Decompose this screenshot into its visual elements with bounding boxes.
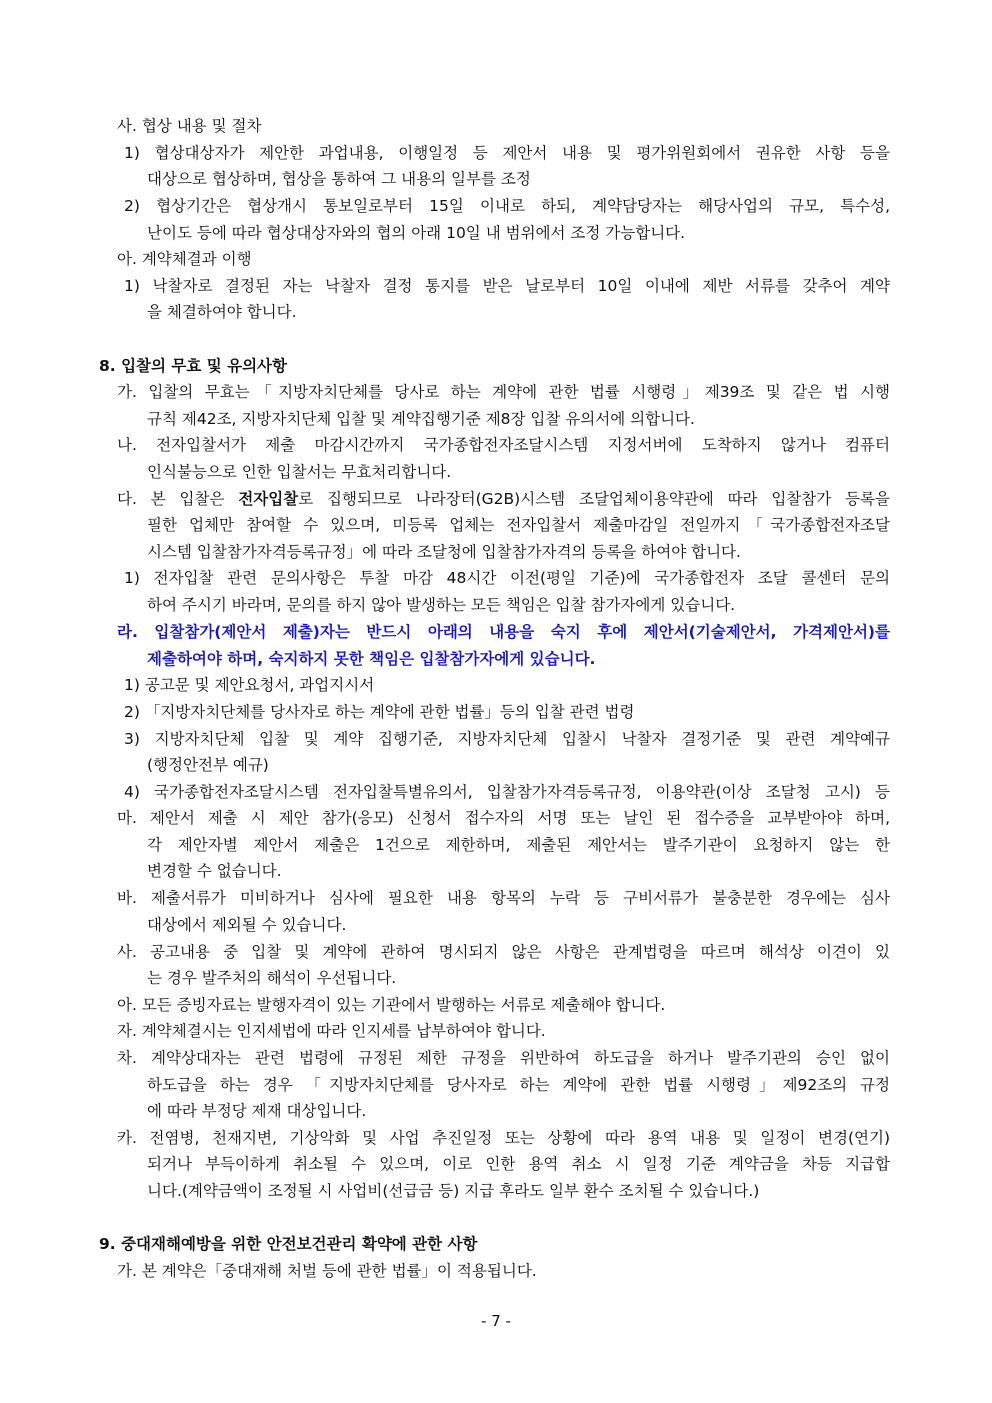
item-da-line1-bold: 전자입찰 xyxy=(238,490,299,508)
item-cha-line1: 차. 계약상대자는 관련 법령에 규정된 제한 규정을 위반하여 하도급을 하거나 발주기관의 승인 없이 xyxy=(117,1049,890,1067)
item-sa8-line2: 는 경우 발주처의 해석이 우선됩니다. xyxy=(147,969,397,987)
item-ka-line2: 되거나 부득이하게 취소될 수 있으며, 이로 인한 용역 취소 시 일정 기준 계약금을 차등 지급합 xyxy=(147,1155,890,1173)
item-sa-title: 사. 협상 내용 및 절차 xyxy=(117,117,262,135)
item-ka-line3: 니다.(계약금액이 조정될 시 사업비(선급금 등) 지급 후라도 일부 환수 조치될 수 있습니다.) xyxy=(147,1182,760,1200)
item-ga-line1: 가. 입찰의 무효는「지방자치단체를 당사로 하는 계약에 관한 법률 시행령」제39조 및 같은 법 시행 xyxy=(117,383,890,401)
item-ja: 자. 계약체결시는 인지세법에 따라 인지세를 납부하여야 합니다. xyxy=(117,1022,546,1040)
item-sa-2-line1: 2) 협상기간은 협상개시 통보일로부터 15일 이내로 하되, 계약담당자는 해당사업의 규모, 특수성, xyxy=(124,197,890,215)
section9-heading: 9. 중대재해예방을 위한 안전보건관리 확약에 관한 사항 xyxy=(99,1235,478,1253)
item-a8: 아. 모든 증빙자료는 발행자격이 있는 기관에서 발행하는 서류로 제출해야 합니다. xyxy=(117,996,666,1014)
item-a-1-line2: 을 체결하여야 합니다. xyxy=(147,303,297,321)
item-sa-1-line1: 1) 협상대상자가 제안한 과업내용, 이행일정 등 제안서 내용 및 평가위원회에서 권유한 사항 등을 xyxy=(124,144,890,162)
item-sa-1-line2: 대상으로 협상하며, 협상을 통하여 그 내용의 일부를 조정 xyxy=(147,170,531,188)
item-ba-line1: 바. 제출서류가 미비하거나 심사에 필요한 내용 항목의 누락 등 구비서류가 불충분한 경우에는 심사 xyxy=(117,889,890,907)
item-da-line2: 필한 업체만 참여할 수 있으며, 미등록 업체는 전자입찰서 제출마감일 전일까지「국가종합전자조달 xyxy=(147,516,890,534)
item-sa8-line1: 사. 공고내용 중 입찰 및 계약에 관하여 명시되지 않은 사항은 관계법령을 따르며 해석상 이견이 있 xyxy=(117,943,890,961)
item-ra-3-line1: 3) 지방자치단체 입찰 및 계약 집행기준, 지방자치단체 입찰시 낙찰자 결정기준 및 관련 계약예규 xyxy=(124,730,890,748)
item-ba-line2: 대상에서 제외될 수 있습니다. xyxy=(147,916,347,934)
item-ra-4: 4) 국가종합전자조달시스템 전자입찰특별유의서, 입찰참가자격등록규정, 이용약관(이상 조달청 고시) 등 xyxy=(124,783,890,801)
item-a-title: 아. 계약체결과 이행 xyxy=(117,250,252,268)
item-ra-1: 1) 공고문 및 제안요청서, 과업지시서 xyxy=(124,676,375,694)
item-a-1-line1: 1) 낙찰자로 결정된 자는 낙찰자 결정 통지를 받은 날로부터 10일 이내에 제반 서류를 갖추어 계약 xyxy=(124,277,890,295)
section8-heading: 8. 입찰의 무효 및 유의사항 xyxy=(99,357,287,375)
item-na-line2: 인식불능으로 인한 입찰서는 무효처리합니다. xyxy=(147,463,452,481)
item-ra-line1: 라. 입찰참가(제안서 제출)자는 반드시 아래의 내용을 숙지 후에 제안서(기술제안서, 가격제안서)를 xyxy=(117,623,890,641)
item-da-line3: 시스템 입찰참가자격등록규정」에 따라 조달청에 입찰참가자격의 등록을 하여야 합니다. xyxy=(147,543,741,561)
item-ga9: 가. 본 계약은「중대재해 처벌 등에 관한 법률」이 적용됩니다. xyxy=(117,1262,537,1280)
item-da-line1-pre: 다. 본 입찰은 xyxy=(117,490,239,508)
item-ka-line1: 카. 전염병, 천재지변, 기상악화 및 사업 추진일정 또는 상황에 따라 용역 내용 및 일정이 변경(연기) xyxy=(117,1129,890,1147)
item-da-1-line1: 1) 전자입찰 관련 문의사항은 투찰 마감 48시간 이전(평일 기준)에 국가종합전자 조달 콜센터 문의 xyxy=(124,569,890,587)
item-ga-line2: 규칙 제42조, 지방자치단체 입찰 및 계약집행기준 제8장 입찰 유의서에 의합니다. xyxy=(147,410,695,428)
item-cha-line2: 하도급을 하는 경우 「지방자치단체를 당사자로 하는 계약에 관한 법률 시행령」제92조의 규정 xyxy=(147,1076,890,1094)
item-ma-line1: 마. 제안서 제출 시 제안 참가(응모) 신청서 접수자의 서명 또는 날인 된 접수증을 교부받아야 하며, xyxy=(117,809,890,827)
item-ra-line2: 제출하여야 하며, 숙지하지 못한 책임은 입찰참가자에게 있습니다. xyxy=(147,650,596,668)
item-ma-line3: 변경할 수 없습니다. xyxy=(147,862,282,880)
page-number: - 7 - xyxy=(481,1312,511,1330)
item-da-1-line2: 하여 주시기 바라며, 문의를 하지 않아 발생하는 모든 책임은 입찰 참가자에게 있습니다. xyxy=(147,596,736,614)
item-cha-line3: 에 따라 부정당 제재 대상입니다. xyxy=(147,1102,367,1120)
item-na-line1: 나. 전자입찰서가 제출 마감시간까지 국가종합전자조달시스템 지정서버에 도착하지 않거나 컴퓨터 xyxy=(117,436,890,454)
item-da-line1-post: 로 집행되므로 나라장터(G2B)시스템 조달업체이용약관에 따라 입찰참가 등록을 xyxy=(298,490,890,508)
item-ma-line2: 각 제안자별 제안서 제출은 1건으로 제한하며, 제출된 제안서는 발주기관이 요청하지 않는 한 xyxy=(147,836,890,854)
item-da-line1 xyxy=(117,488,890,510)
item-ra-2: 2) 「지방자치단체를 당사자로 하는 계약에 관한 법률」등의 입찰 관련 법령 xyxy=(124,703,635,721)
item-sa-2-line2: 난이도 등에 따라 협상대상자와의 협의 아래 10일 내 범위에서 조정 가능합니다. xyxy=(147,224,686,242)
item-ra-3-line2: (행정안전부 예규) xyxy=(147,756,269,774)
